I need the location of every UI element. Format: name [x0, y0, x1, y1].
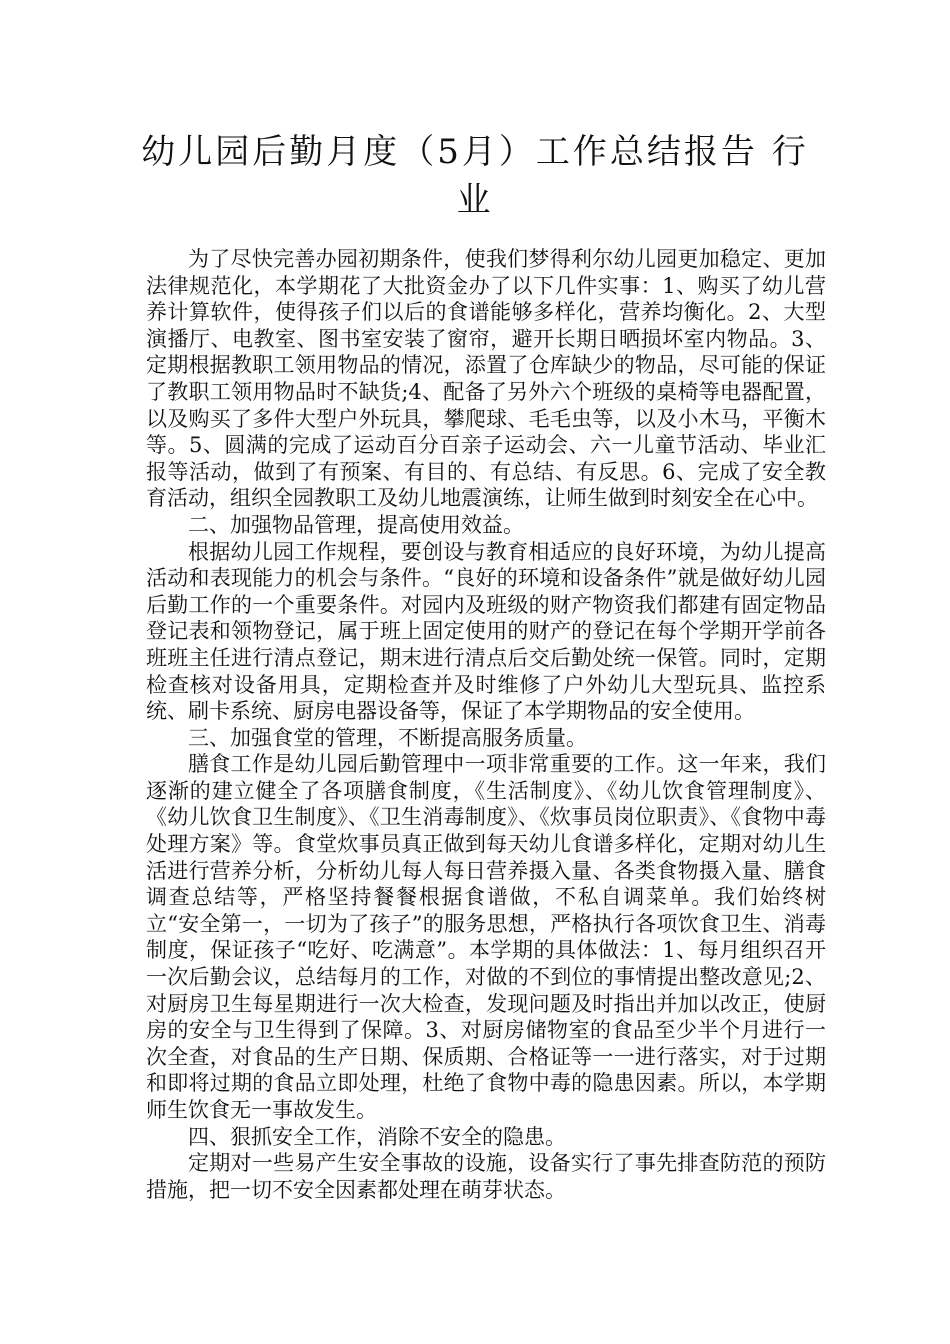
document-title: 幼儿园后勤月度（5月）工作总结报告 行业	[141, 132, 809, 220]
paragraph-section-4: 定期对一些易产生安全事故的设施，设备实行了事先排查防范的预防措施，把一切不安全因素都处理在萌芽状态。	[146, 1151, 826, 1202]
section-heading-4: 四、狠抓安全工作，消除不安全的隐患。	[188, 1124, 566, 1149]
paragraph-intro: 为了尽快完善办园初期条件，使我们梦得利尔幼儿园更加稳定、更加法律规范化，本学期花了大批资金办了以下几件实事：1、购买了幼儿营养计算软件，使得孩子们以后的食谱能够多样化，营养均衡化。2、大型演播厅、电教室、图书室安装了窗帘，避开长期日晒损坏室内物品。3、定期根据教职工领用物品的情况，添置了仓库缺少的物品，尽可能的保证了教职工领用物品时不缺货;4、配备了另外六个班级的桌椅等电器配置，以及购买了多件大型户外玩具，攀爬球、毛毛虫等，以及小木马，平衡木等。5、圆满的完成了运动百分百亲子运动会、六一儿童节活动、毕业汇报等活动，做到了有预案、有目的、有总结、有反思。6、完成了安全教育活动，组织全园教职工及幼儿地震演练，让师生做到时刻安全在心中。	[146, 247, 826, 511]
section-heading-2: 二、加强物品管理，提高使用效益。	[188, 512, 524, 537]
section-heading-3: 三、加强食堂的管理，不断提高服务质量。	[188, 725, 587, 750]
paragraph-section-3: 膳食工作是幼儿园后勤管理中一项非常重要的工作。这一年来，我们逐渐的建立健全了各项膳食制度，《生活制度》、《幼儿饮食管理制度》、《幼儿饮食卫生制度》、《卫生消毒制度》、《炊事员岗位职责》、《食物中毒处理方案》等。食堂炊事员真正做到每天幼儿食谱多样化，定期对幼儿生活进行营养分析，分析幼儿每人每日营养摄入量、各类食物摄入量、膳食调查总结等，严格坚持餐餐根据食谱做，不私自调菜单。我们始终树立“安全第一，一切为了孩子”的服务思想，严格执行各项饮食卫生、消毒制度，保证孩子“吃好、吃满意”。本学期的具体做法：1、每月组织召开一次后勤会议，总结每月的工作，对做的不到位的事情提出整改意见;2、对厨房卫生每星期进行一次大检查，发现问题及时指出并加以改正，使厨房的安全与卫生得到了保障。3、对厨房储物室的食品至少半个月进行一次全查，对食品的生产日期、保质期、合格证等一一进行落实，对于过期和即将过期的食品立即处理，杜绝了食物中毒的隐患因素。所以，本学期师生饮食无一事故发生。	[146, 752, 826, 1122]
paragraph-section-2: 根据幼儿园工作规程，要创设与教育相适应的良好环境，为幼儿提高活动和表现能力的机会与条件。“良好的环境和设备条件”就是做好幼儿园后勤工作的一个重要条件。对园内及班级的财产物资我们都建有固定物品登记表和领物登记，属于班上固定使用的财产的登记在每个学期开学前各班班主任进行清点登记，期末进行清点后交后勤处统一保管。同时，定期检查核对设备用具，定期检查并及时维修了户外幼儿大型玩具、监控系统、刷卡系统、厨房电器设备等，保证了本学期物品的安全使用。	[146, 539, 826, 724]
document-body	[146, 246, 826, 1203]
